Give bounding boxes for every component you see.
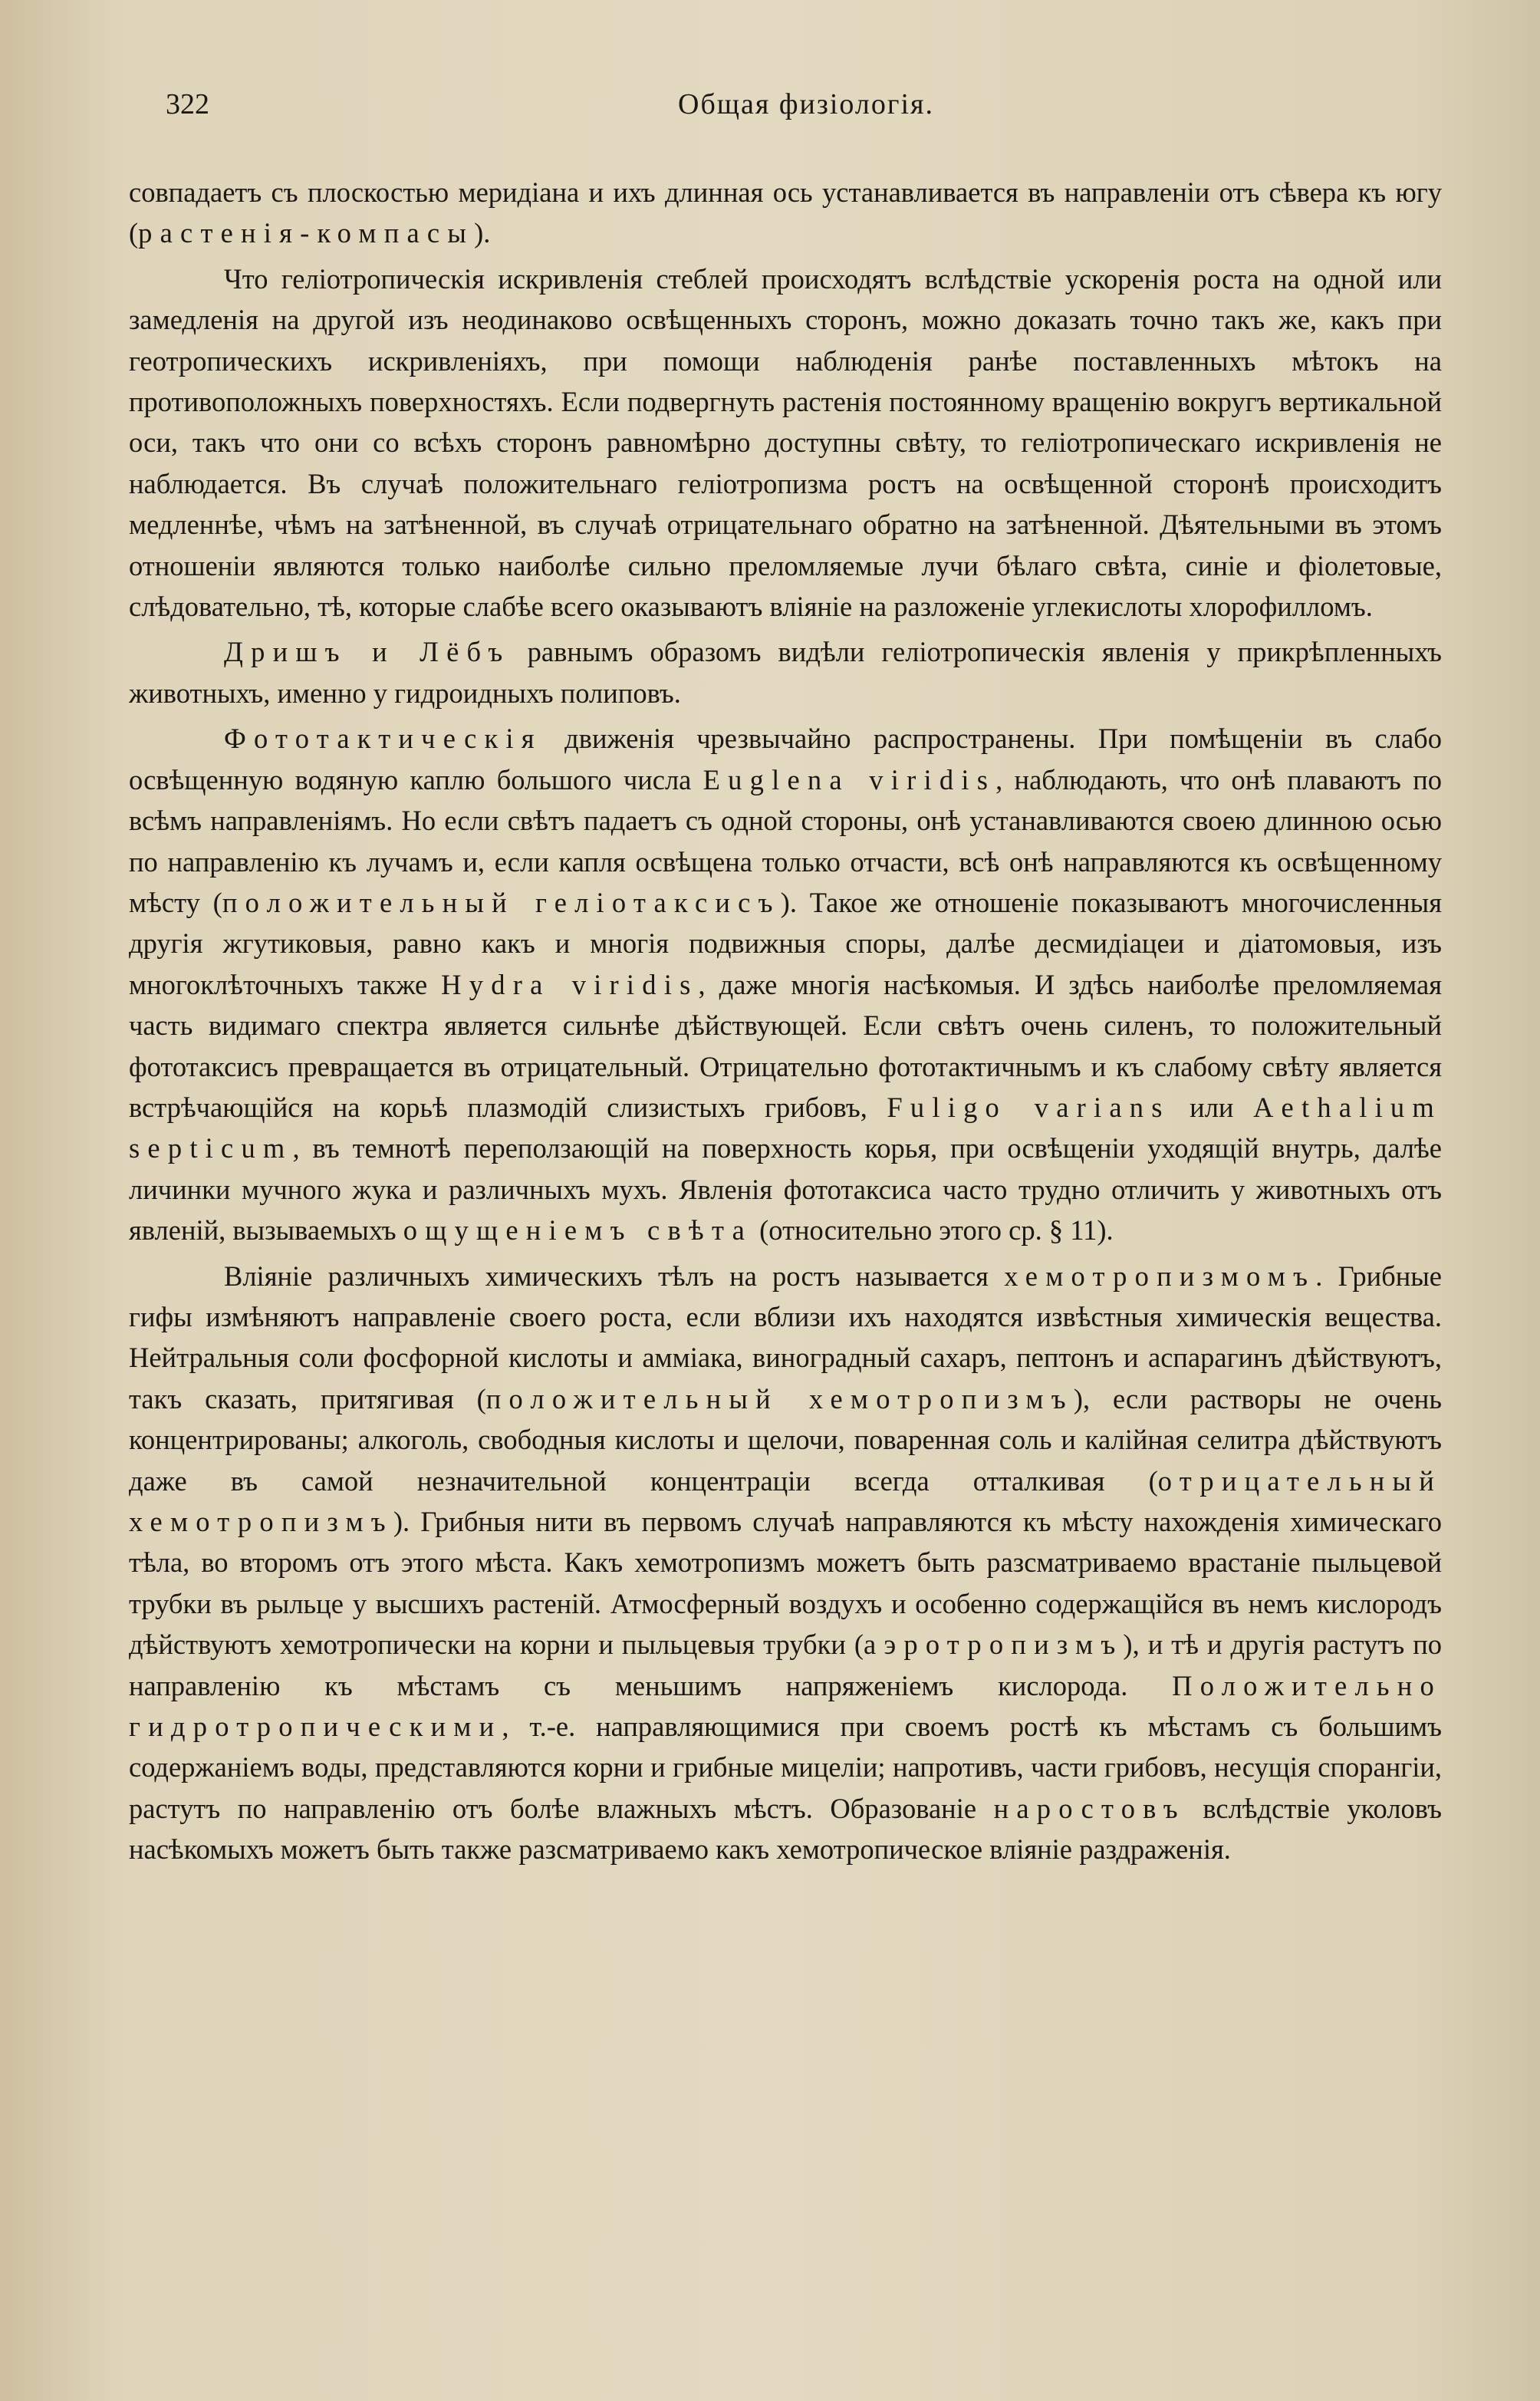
text-run: ). Грибныя нити въ первомъ случаѣ направляются къ мѣсту нахожденія химическаго тѣла, во второмъ отъ этого мѣста. Какъ хемотропизмъ можетъ быть разсматриваемо врастаніе пыльцевой трубки въ рыльце у высшихъ растеній. Атмосферный воздухъ и особенно содержащійся въ немъ кислородъ дѣйствуютъ хемотропически на корни и пыльцевыя трубки ( <box>129 1506 1442 1661</box>
text-run: вслѣдствіе уколовъ насѣкомыхъ можетъ быть также разсматриваемо какъ хемотропическое вліяніе раздраженія. <box>129 1792 1442 1866</box>
text-run: ). Такое же отношеніе показываютъ многочисленныя другія жгутиковыя, равно какъ и многія подвижныя споры, далѣе десмидіацеи и діатомовыя, изъ многоклѣточныхъ также <box>129 886 1442 1000</box>
text-run: , даже многія насѣкомыя. И здѣсь наиболѣе преломляемая часть видимаго спектра является сильнѣе дѣйствующей. Если свѣтъ очень силенъ, то положительный фототаксисъ превращается въ отрицательный. Отрицательно фототактичнымъ и къ слабому свѣту является встрѣчающійся на корьѣ плазмодій слизистыхъ грибовъ, <box>129 968 1443 1123</box>
body-text <box>129 172 1442 1870</box>
text-run: Вліяніе различныхъ химическихъ тѣлъ на ростъ называется <box>224 1260 1005 1292</box>
text-run: , наблюдають, что онѣ плаваютъ по всѣмъ направленіямъ. Но если свѣтъ падаетъ съ одной стороны, онѣ устанавливаются своею длинною осью по направленію къ лучамъ и, если капля освѣщена только отчасти, всѣ онѣ направляются къ освѣщенному мѣсту ( <box>129 763 1442 918</box>
text-run: , т.-е. направляющимися при своемъ ростѣ къ мѣстамъ съ большимъ содержаніемъ воды, представляются корни и грибные мицеліи; напротивъ, части грибовъ, несущія спорангіи, растутъ по направленію отъ болѣе влажныхъ мѣстъ. Образованіе <box>129 1711 1442 1824</box>
emphasized-term: хемотропизмомъ <box>1004 1260 1316 1292</box>
emphasized-term: наростовъ <box>993 1792 1186 1824</box>
emphasized-term: Aethalium septicum <box>129 1091 1443 1164</box>
running-head <box>166 87 1446 126</box>
paragraph <box>129 631 1442 713</box>
text-run: . Грибные гифы измѣняютъ направленіе своего роста, если вблизи ихъ находятся извѣстныя химическія вещества. Нейтральныя соли фосфорной кислоты и амміака, виноградный сахаръ, пептонъ и аспарагинъ дѣйствуютъ, такъ сказать, притягивая ( <box>129 1260 1442 1415</box>
text-run: движенія чрезвычайно распространены. При помѣщеніи въ слабо освѣщенную водяную каплю большого числа <box>129 723 1442 795</box>
emphasized-term: растенiя-компасы <box>138 217 475 249</box>
text-run: , въ темнотѣ переползающій на поверхность корья, при освѣщеніи уходящій внутрь, далѣе личинки мучного жука и различныхъ мухъ. Явленія фототаксиса часто трудно отличить у животныхъ отъ явленій, вызываемыхъ <box>129 1132 1442 1247</box>
emphasized-term: Дришъ и Лёбъ <box>224 636 511 668</box>
text-run: равнымъ образомъ видѣли геліотропическія явленія у прикрѣпленныхъ животныхъ, именно у гидроидныхъ полиповъ. <box>129 636 1442 709</box>
emphasized-term: отрицательный хемотропизмъ <box>129 1464 1442 1537</box>
emphasized-term: Положительно гидротропическими <box>129 1669 1442 1743</box>
paragraph <box>129 172 1442 254</box>
running-title: Общая физiологiя. <box>678 88 934 120</box>
emphasized-term: положительный хемотропизмъ <box>485 1382 1074 1415</box>
paragraph <box>129 1256 1442 1870</box>
emphasized-term: аэротропизмъ <box>864 1629 1124 1661</box>
text-run: ), и тѣ и другія растутъ по направленію къ мѣстамъ съ меньшимъ напряженіемъ кислорода. <box>129 1629 1442 1701</box>
emphasized-term: Фототактическія <box>224 723 542 755</box>
paragraph <box>129 259 1442 627</box>
text-run: Что геліотропическія искривленія стеблей происходятъ вслѣдствіе ускоренія роста на одной или замедленія на другой изъ неодинаково освѣщенныхъ сторонъ, можно доказать точно такъ же, какъ при геотропическихъ искривленіяхъ, при помощи наблюденія ранѣе поставленныхъ мѣтокъ на противоположныхъ поверхностяхъ. Если подвергнуть растенія постоянному вращенію вокругъ вертикальной оси, такъ что они со всѣхъ сторонъ равномѣрно доступны свѣту, то геліотропическаго искривленія не наблюдается. Въ случаѣ положительнаго геліотропизма ростъ на освѣщенной сторонѣ происходитъ медленнѣе, чѣмъ на затѣненной, въ случаѣ отрицательнаго обратно на затѣненной. Дѣятельными въ этомъ отношеніи являются только наиболѣе сильно преломляемые лучи бѣлаго свѣта, синіе и фіолетовые, слѣдовательно, тѣ, которые слабѣе всего оказываютъ вліяніе на разложеніе углекислоты хлорофилломъ. <box>129 262 1442 623</box>
emphasized-term: положительный гелiотаксисъ <box>222 886 781 918</box>
emphasized-term: ощущеніемъ свѣта <box>403 1214 753 1247</box>
text-run: ), если растворы не очень концентрированы; алкоголь, свободныя кислоты и щелочи, поваренная соль и калійная селитра дѣйствуютъ даже въ самой незначительной концентраціи всегда отталкивая ( <box>129 1382 1442 1497</box>
emphasized-term: Euglena viridis <box>703 763 996 795</box>
text-run: или <box>1170 1091 1253 1123</box>
emphasized-term: Fuligo varians <box>887 1091 1170 1123</box>
text-run: (относительно этого ср. § 11). <box>752 1214 1114 1247</box>
paragraph <box>129 718 1442 1250</box>
page-number: 322 <box>166 88 209 120</box>
text-run: совпадаетъ съ плоскостью меридiана и ихъ длинная ось устанавливается въ направленiи отъ сѣвера къ югу ( <box>129 176 1442 249</box>
emphasized-term: Hydra viridis <box>441 968 699 1000</box>
text-run: ). <box>474 217 491 249</box>
